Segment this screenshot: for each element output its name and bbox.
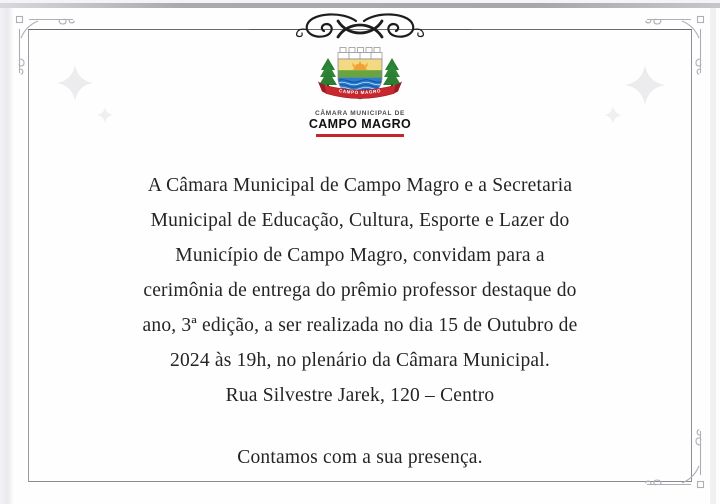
crown-icon xyxy=(338,48,382,60)
photo-edge-left xyxy=(0,8,14,504)
corner-flourish-icon xyxy=(0,0,80,80)
closing-line: Contamos com a sua presença. xyxy=(237,447,483,468)
body-line: Município de Campo Magro, convidam para a xyxy=(175,245,545,266)
body-line: 2024 às 19h, no plenário da Câmara Municipal. xyxy=(170,350,550,371)
invitation-body xyxy=(60,168,660,413)
address-line: Rua Silvestre Jarek, 120 – Centro xyxy=(225,385,495,406)
crest-caption-bold: CAMPO MAGRO xyxy=(308,117,412,131)
body-line: A Câmara Municipal de Campo Magro e a Secretaria xyxy=(147,175,573,196)
crest-caption-small: CÂMARA MUNICIPAL DE xyxy=(314,110,406,117)
campo-magro-crest xyxy=(318,44,402,106)
body-line: Municipal de Educação, Cultura, Esporte e Lazer do xyxy=(150,210,570,231)
body-line: cerimônia de entrega do prêmio professor destaque do xyxy=(143,280,577,301)
crest-red-rule xyxy=(316,134,404,137)
body-line: ano, 3ª edição, a ser realizada no dia 15 de Outubro de xyxy=(142,315,578,336)
corner-flourish-icon xyxy=(640,0,720,80)
ribbon-text: CAMPO MAGRO xyxy=(338,88,382,96)
